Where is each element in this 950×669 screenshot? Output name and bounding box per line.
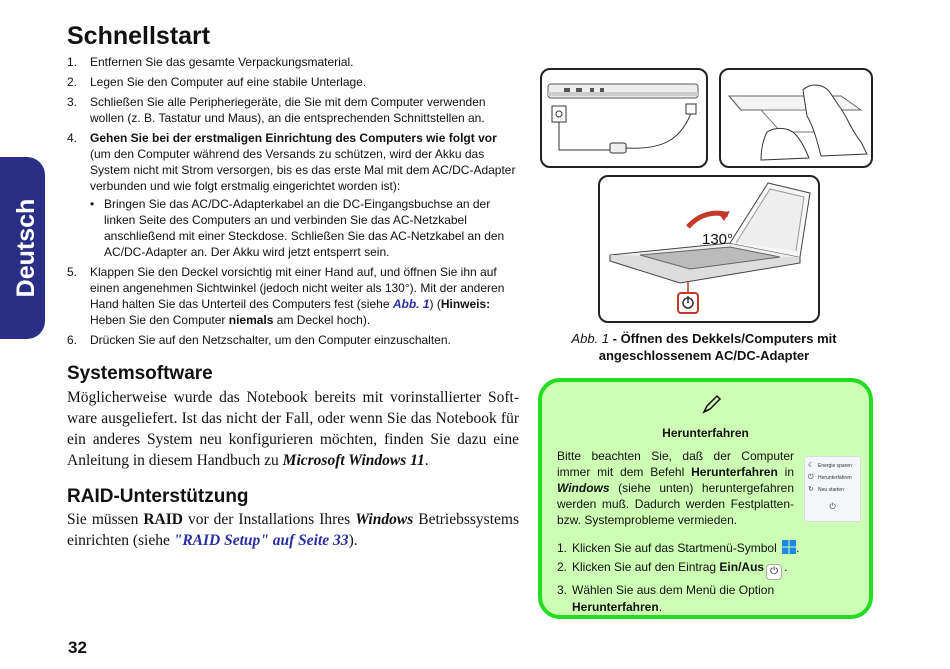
systemsoftware-heading: Systemsoftware	[67, 363, 213, 384]
raid-setup-link[interactable]: "RAID Setup" auf Seite 33	[173, 532, 349, 549]
list-item: 2. Klicken Sie auf den Eintrag Ein/Aus ⏻ .	[557, 559, 857, 580]
figure-adapter-illustration	[540, 68, 708, 168]
laptop-adapter-icon	[542, 70, 706, 166]
power-menu-item: ⏻ Herunterfahren	[805, 472, 860, 484]
list-item: 3. Wählen Sie aus dem Menü die Option Herunterfahren.	[557, 583, 775, 614]
note-steps	[557, 540, 857, 616]
restart-icon: ↻	[808, 486, 814, 493]
note-text: Bitte beachten Sie, daß der Computer immer mit dem Befehl Herunterfahren in Windows (siehe unten) heruntergefahren werden muß. Dadurch werden Festplatten- bzw. Systemprobleme vermieden.	[557, 449, 794, 527]
moon-icon: ☾	[808, 462, 815, 469]
power-menu-item: ☾ Energie sparen	[805, 460, 860, 472]
figure-lid-angle-illustration	[598, 175, 820, 323]
power-menu-item: ↻ Neu starten	[805, 484, 860, 496]
language-side-tab	[0, 157, 45, 339]
angle-label: 130°	[702, 231, 734, 248]
note-title: Herunterfahren	[662, 426, 749, 440]
list-item: 3. Schließen Sie alle Peripheriegeräte, die Sie mit dem Computer verwenden wollen (z. B. Tastatur und Maus), an die entsprechenden Schnittstellen an.	[67, 95, 486, 125]
power-icon: ⏻	[766, 564, 782, 580]
list-item: 1. Klicken Sie auf das Startmenü-Symbol .	[557, 541, 800, 555]
list-item: 2. Legen Sie den Computer auf eine stabile Unterlage.	[67, 75, 367, 89]
power-menu-screenshot	[804, 456, 861, 522]
bullet-item: • Bringen Sie das AC/DC-Adapterkabel an die DC-Eingangsbuchse an der linken Seite des Computers an und verbinden Sie das AC-Netzkabel anschließend mit einer Steckdose. Schließen Sie das AC-Netzkabel an den AC/DC-Adapter an. Der Akku wird jetzt entsperrt sein.	[90, 197, 505, 259]
list-item: 1. Entfernen Sie das gesamte Verpackungsmaterial.	[67, 55, 354, 69]
raid-text: Sie müssen RAID vor der Installations Ihres Windows Betriebssystems einrichten (siehe "RAID Setup" auf Seite 33).	[67, 511, 519, 549]
language-tab-label: Deutsch	[12, 198, 40, 298]
page-number: 32	[68, 638, 87, 657]
shutdown-note-box	[538, 378, 873, 619]
page-title: Schnellstart	[67, 22, 211, 50]
systemsoftware-text: Möglicherweise wurde das Notebook bereits mit vorinstallierter Software ausgeliefert. Ist das nicht der Fall, oder wenn Sie das Notebook für ein anderes System neu konfigurieren möchten, finden Sie dazu eine Anleitung in diesem Handbuch zu Microsoft Windows 11.	[67, 389, 519, 469]
figure-link[interactable]: Abb. 1	[392, 297, 430, 311]
sub-bullets	[90, 196, 519, 260]
power-icon: ⏻	[808, 474, 814, 481]
figure-hands-illustration	[719, 68, 873, 168]
pencil-icon	[700, 394, 722, 416]
hands-opening-lid-icon	[721, 70, 871, 166]
figure-caption: Abb. 1 - Öffnen des Dekkels/Computers mit angeschlossenem AC/DC-Adapter	[571, 331, 837, 363]
quickstart-steps	[67, 54, 519, 348]
raid-heading: RAID-Unterstützung	[67, 486, 249, 507]
windows-start-icon	[782, 540, 796, 554]
laptop-open-angle-icon	[600, 177, 818, 321]
power-button-icon: ⏻	[829, 502, 836, 511]
list-item: 6. Drücken Sie auf den Netzschalter, um den Computer einzuschalten.	[67, 333, 451, 347]
list-item: 4. Gehen Sie bei der erstmaligen Einrichtung des Computers wie folgt vor (um den Computer während des Versands zu schützen, wird der Akku das System nicht mit Strom versorgen, bis es das erste Mal mit dem AC/DC-Adapter verbunden und wie folgt erstmalig eingerichtet worden ist): • Bringen Sie das AC/DC-Adapterkabel an die DC-Eingangsbuchse an der linken Seite des Computers an und verbinden Sie das AC-Netzkabel anschließend mit einer Steckdose. Schließen Sie das AC-Netzkabel an den AC/DC-Adapter an. Der Akku wird jetzt entsperrt sein.	[67, 130, 519, 260]
list-item: 5. Klappen Sie den Deckel vorsichtig mit einer Hand auf, und öffnen Sie ihn auf einen angenehmen Sichtwinkel (jedoch nicht weiter als 130°). Mit der anderen Hand halten Sie das Unterteil des Computers fest (siehe Abb. 1) (Hinweis: Heben Sie den Computer niemals am Deckel hoch).	[67, 265, 505, 327]
